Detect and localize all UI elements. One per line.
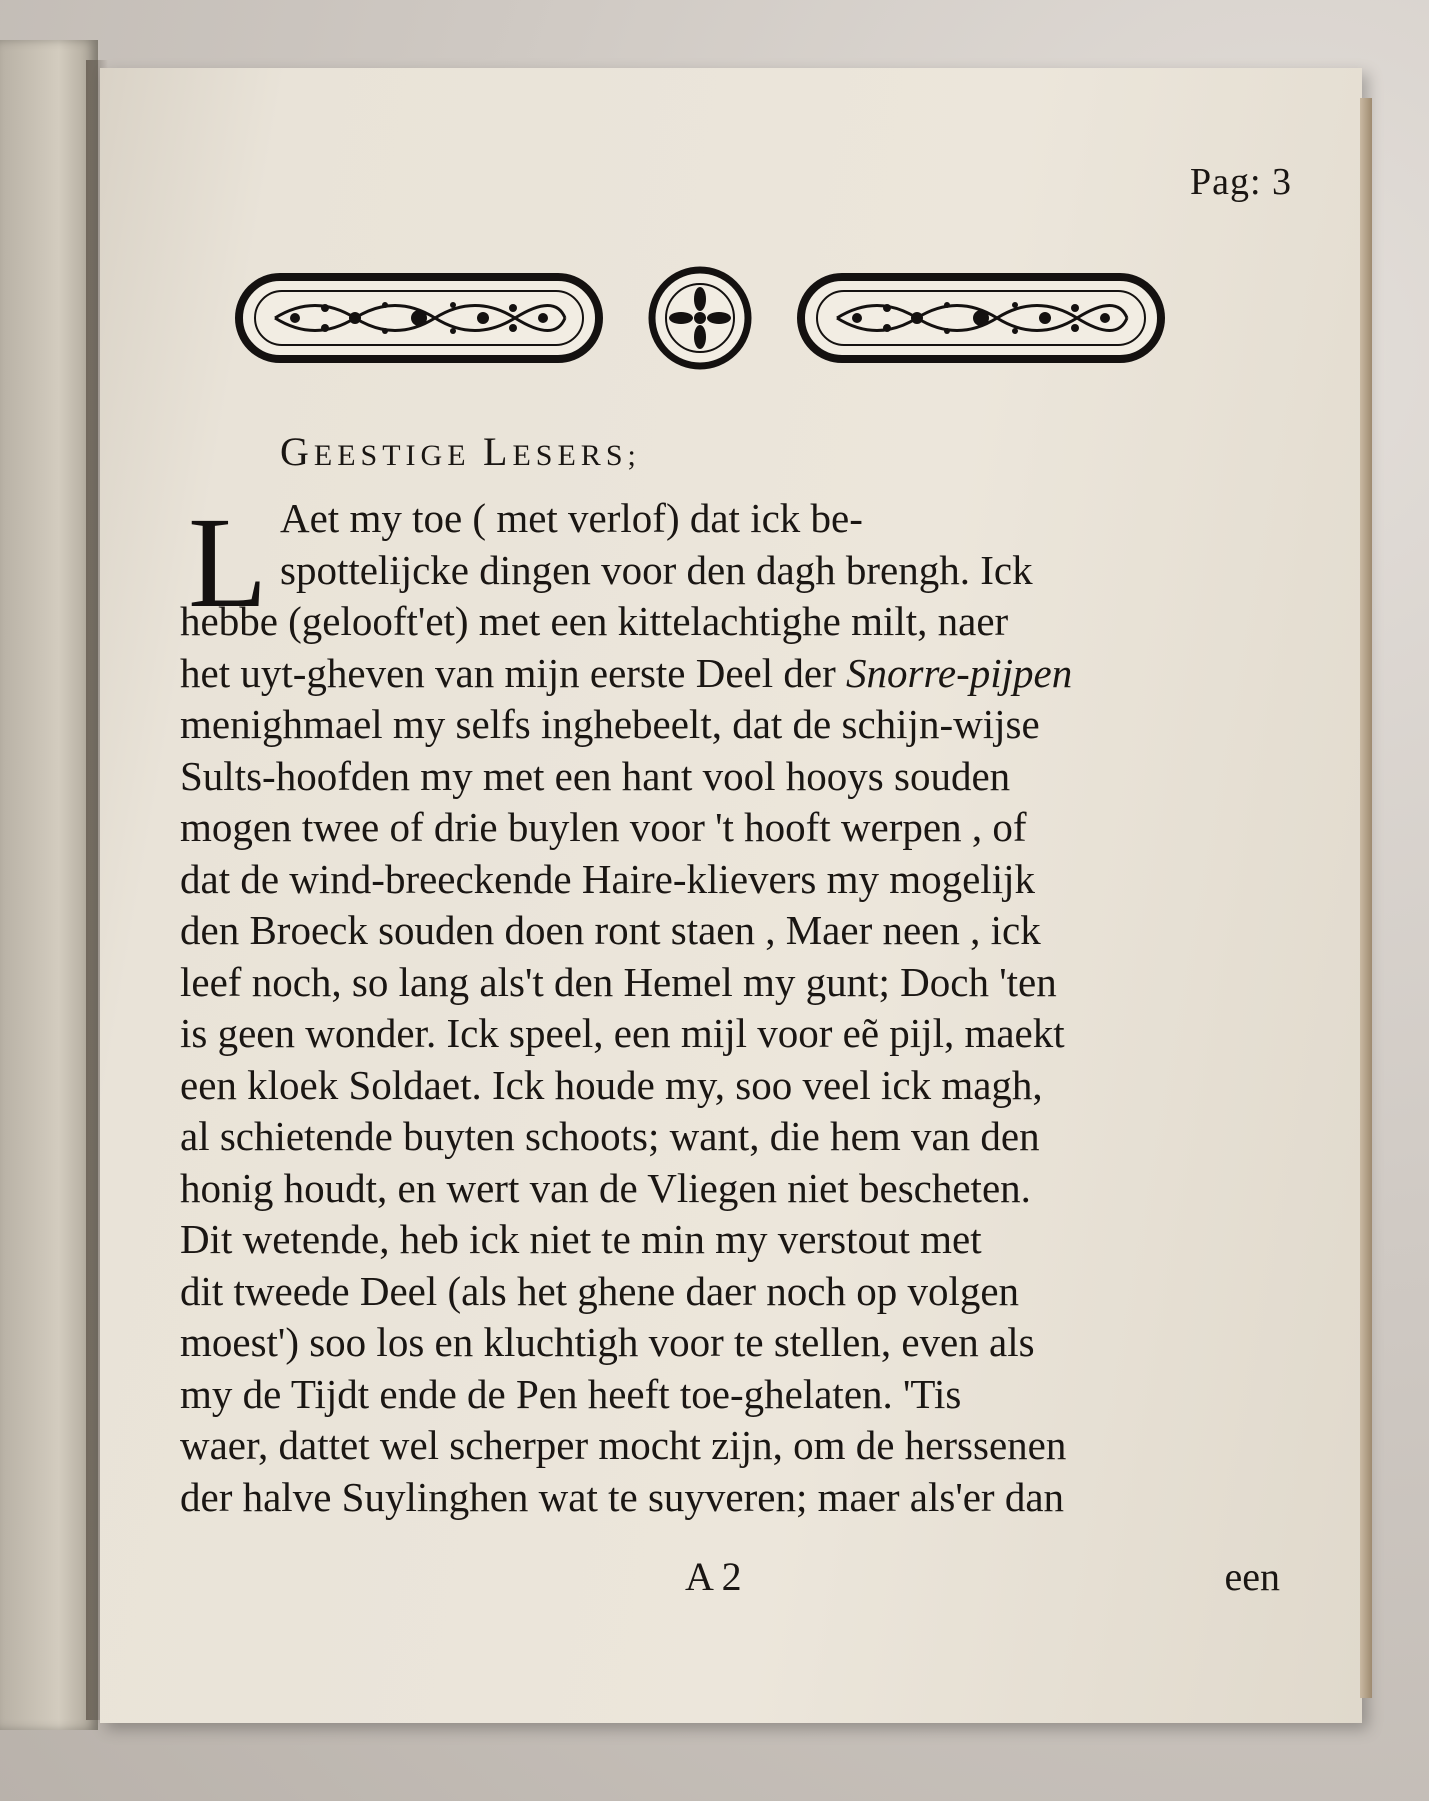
- book-page: [100, 68, 1362, 1723]
- text-line: is geen wonder. Ick speel, een mijl voor eẽ pijl, maekt: [180, 1010, 1065, 1056]
- page-number: Pag: 3: [1189, 161, 1292, 203]
- heading-initial: G: [280, 429, 314, 474]
- text-line: Sults-hoofden my met een hant vool hooys souden: [180, 752, 1011, 799]
- text-line-part: het uyt-gheven van mijn eerste Deel der: [180, 649, 836, 696]
- text-line: leef noch, so lang als't den Hemel my gunt; Doch 'ten: [180, 958, 1057, 1005]
- text-line: spottelijcke dingen voor den dagh brengh. Ick: [280, 546, 1033, 593]
- heading-word-1: EESTIGE: [313, 439, 484, 472]
- ornament-band-icon: [235, 263, 1165, 373]
- text-line: dit tweede Deel (als het ghene daer noch op volgen: [180, 1267, 1020, 1314]
- italic-title: Snorre-pijpen: [846, 649, 1073, 696]
- text-line: dat de wind-breeckende Haire-klievers my mogelijk: [180, 855, 1035, 902]
- heading-initial-2: L: [483, 429, 513, 474]
- text-line: [180, 648, 1280, 700]
- text-line: waer, dattet wel scherper mocht zijn, om de herssenen: [180, 1422, 1067, 1468]
- body-text: [180, 493, 1280, 1523]
- text-line: menighmael my selfs inghebeelt, dat de schijn-wijse: [180, 701, 1040, 747]
- text-line: hebbe (gelooft'et) met een kittelachtighe milt, naer: [180, 598, 1009, 644]
- signature-mark: A 2: [685, 1554, 742, 1599]
- text-line: Dit wetende, heb ick niet te min my verstout met: [180, 1216, 982, 1262]
- text-line: honig houdt, en wert van de Vliegen niet bescheten.: [180, 1164, 1031, 1211]
- facing-page-edge: [0, 40, 98, 1730]
- section-heading: [280, 428, 1180, 475]
- text-line: een kloek Soldaet. Ick houde my, soo veel ick magh,: [180, 1061, 1043, 1108]
- text-line: al schietende buyten schoots; want, die hem van den: [180, 1113, 1040, 1159]
- text-line: moest') soo los en kluchtigh voor te stellen, even als: [180, 1319, 1035, 1365]
- heading-word-2: ESERS;: [512, 439, 641, 472]
- catchword: een: [1224, 1554, 1280, 1599]
- text-line: Aet my toe ( met verlof) dat ick be-: [280, 495, 863, 541]
- drop-cap: L: [188, 491, 268, 635]
- text-line: den Broeck souden doen ront staen , Maer neen , ick: [180, 907, 1041, 953]
- text-line: my de Tijdt ende de Pen heeft toe-ghelaten. 'Tis: [180, 1370, 962, 1417]
- text-line: mogen twee of drie buylen voor 't hooft werpen , of: [180, 804, 1027, 850]
- page-stack-edge: [1360, 98, 1372, 1698]
- text-line: der halve Suylinghen wat te suyveren; maer als'er dan: [180, 1473, 1065, 1520]
